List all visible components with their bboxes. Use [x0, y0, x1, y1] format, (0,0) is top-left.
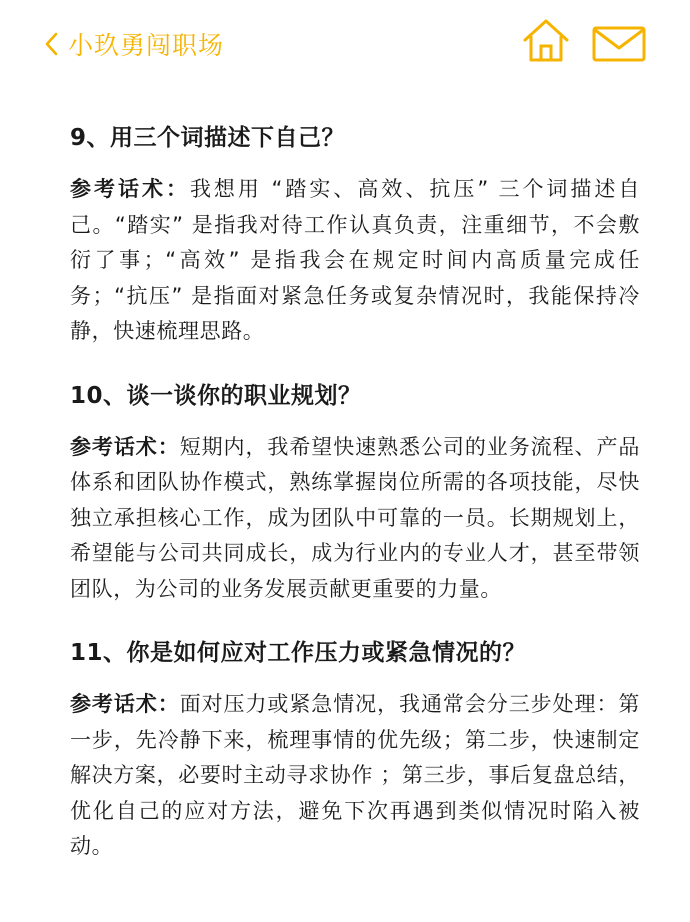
answer-body: 我想用 “踏实、高效、抗压” 三个词描述自己。“踏实” 是指我对待工作认真负责，注重细节，不会敷衍了事；“高效” 是指我会在规定时间内高质量完成任务；“抗压” 是指面对紧急任务或复杂情况时，我能保持冷静，快速梳理思路。 [70, 177, 640, 343]
answer-body: 面对压力或紧急情况，我通常会分三步处理：第一步，先冷静下来，梳理事情的优先级；第二步，快速制定解决方案，必要时主动寻求协作 ；第三步，事后复盘总结，优化自己的应对方法，避免下次再遇到类似情况时陷入被动。 [70, 692, 640, 858]
qa-item [70, 118, 640, 350]
back-title: 小玖勇闯职场 [68, 31, 225, 60]
mail-button[interactable] [592, 26, 646, 62]
answer-label: 参考话术： [70, 177, 190, 201]
mail-icon [592, 26, 646, 62]
qa-item [70, 376, 640, 608]
answer-label: 参考话术： [70, 434, 180, 459]
question-title: 10、谈一谈你的职业规划？ [70, 382, 362, 409]
article-content [70, 118, 640, 891]
question-title: 11、你是如何应对工作压力或紧急情况的？ [70, 640, 527, 666]
chevron-left-icon [44, 24, 66, 64]
home-icon [522, 18, 570, 64]
answer-text [70, 687, 640, 865]
back-button[interactable] [44, 24, 224, 64]
answer-text [70, 172, 640, 350]
answer-text [70, 430, 640, 608]
question-title: 9、用三个词描述下自己？ [70, 125, 346, 151]
answer-body: 短期内，我希望快速熟悉公司的业务流程、产品体系和团队协作模式，熟练掌握岗位所需的各项技能，尽快独立承担核心工作，成为团队中可靠的一员。长期规划上，希望能与公司共同成长，成为行业内的专业人才，甚至带领团队，为公司的业务发展贡献更重要的力量。 [70, 434, 640, 601]
qa-item [70, 633, 640, 865]
header-bar [0, 0, 690, 90]
home-button[interactable] [522, 18, 570, 64]
answer-label: 参考话术： [70, 692, 180, 716]
